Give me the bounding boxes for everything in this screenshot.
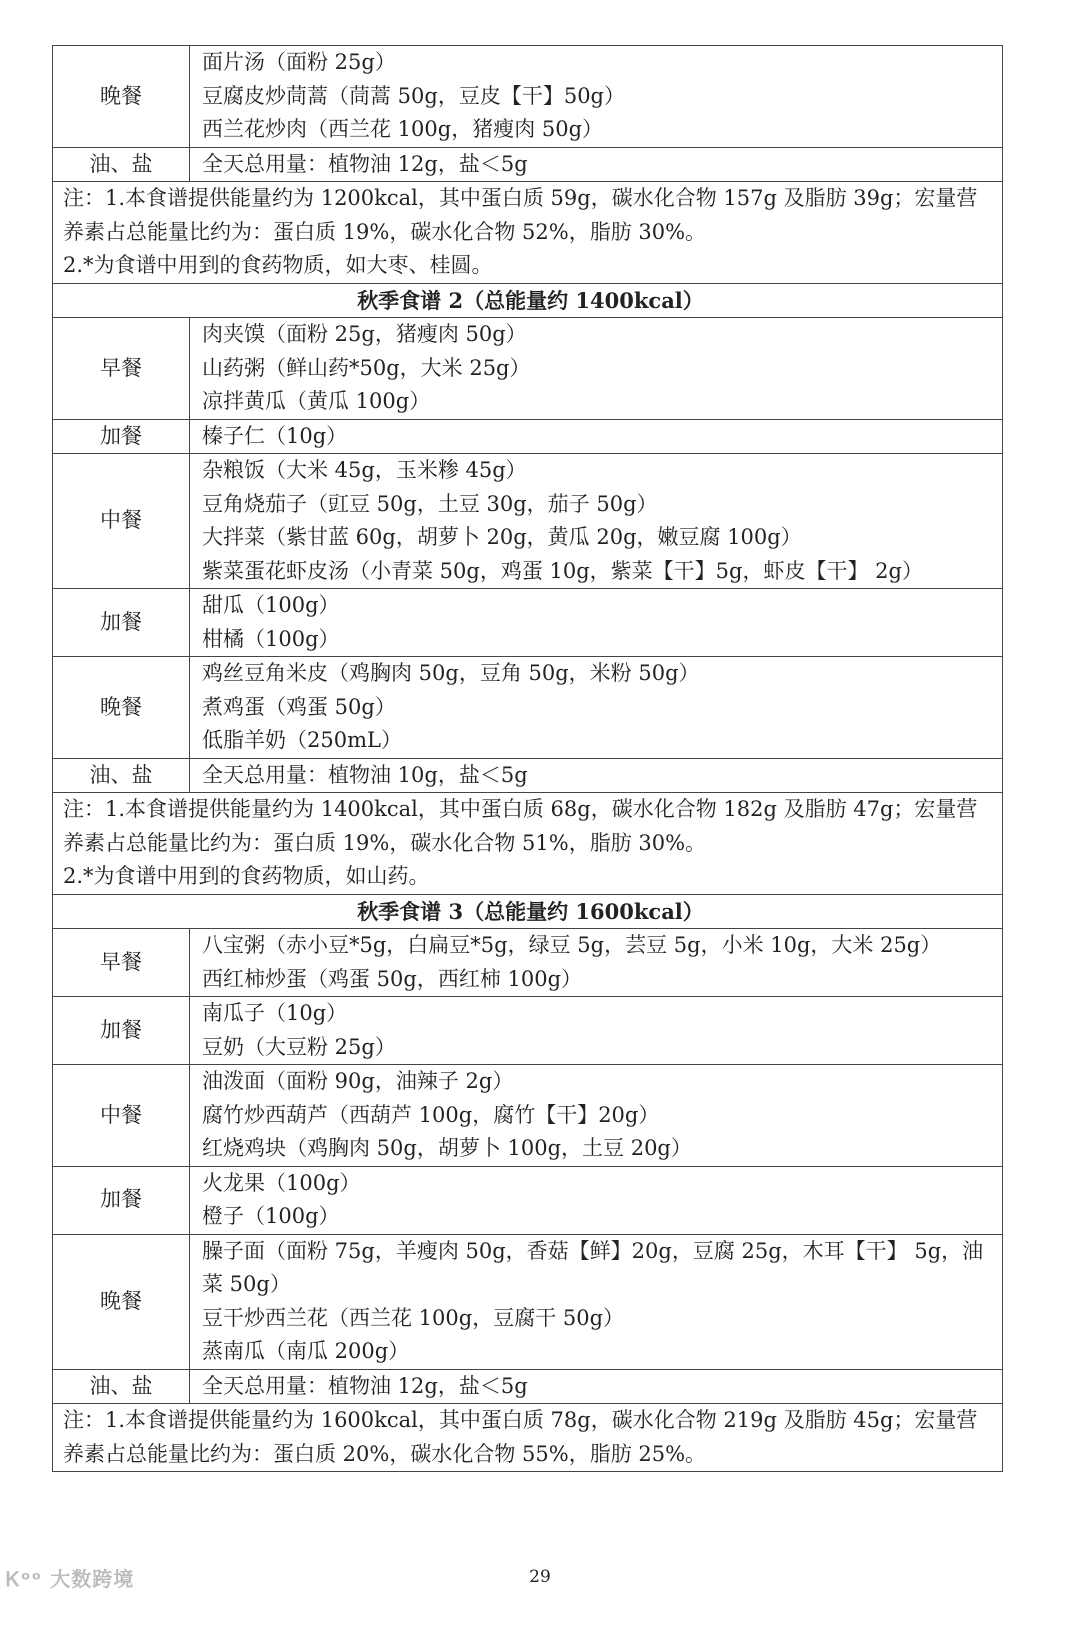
meal-items <box>190 1065 1003 1167</box>
meal-item: 全天总用量：植物油 12g，盐＜5g <box>202 151 528 176</box>
meal-label: 油、盐 <box>53 758 190 793</box>
meal-row <box>53 318 1003 420</box>
watermark-text: 大数跨境 <box>50 1567 135 1591</box>
meal-item: 臊子面（面粉 75g，羊瘦肉 50g，香菇【鲜】20g，豆腐 25g，木耳【干】 5g，油菜 50g） <box>202 1238 984 1296</box>
meal-label: 加餐 <box>53 589 190 657</box>
meal-item: 全天总用量：植物油 10g，盐＜5g <box>202 762 528 787</box>
meal-item: 红烧鸡块（鸡胸肉 50g，胡萝卜 100g，土豆 20g） <box>202 1136 692 1160</box>
meal-item: 豆奶（大豆粉 25g） <box>202 1034 396 1059</box>
meal-item: 凉拌黄瓜（黄瓜 100g） <box>202 389 431 413</box>
recipe-table <box>52 45 1003 1472</box>
meal-label: 加餐 <box>53 419 190 454</box>
meal-items <box>190 46 1003 148</box>
meal-label: 中餐 <box>53 454 190 589</box>
meal-item: 甜瓜（100g） <box>202 593 340 617</box>
meal-item: 肉夹馍（面粉 25g，猪瘦肉 50g） <box>202 322 527 346</box>
meal-row <box>53 147 1003 182</box>
meal-item: 榛子仁（10g） <box>202 423 348 448</box>
watermark-logo: Ꮶᵒᵒ 大数跨境 <box>6 1567 135 1591</box>
nutrition-note <box>53 1404 1003 1472</box>
note-row <box>53 793 1003 895</box>
note-line: 2.*为食谱中用到的食药物质，如大枣、桂圆。 <box>63 253 493 277</box>
page-number: 29 <box>529 1567 551 1587</box>
meal-item: 南瓜子（10g） <box>202 1001 348 1025</box>
recipe-heading-row <box>53 894 1003 929</box>
meal-items <box>190 758 1003 793</box>
meal-item: 鸡丝豆角米皮（鸡胸肉 50g，豆角 50g，米粉 50g） <box>202 661 700 685</box>
meal-item: 豆干炒西兰花（西兰花 100g，豆腐干 50g） <box>202 1305 625 1330</box>
meal-items <box>190 589 1003 657</box>
meal-label: 晚餐 <box>53 1234 190 1369</box>
note-line: 注：1.本食谱提供能量约为 1200kcal，其中蛋白质 59g，碳水化合物 157g 及脂肪 39g；宏量营养素占总能量比约为：蛋白质 19%，碳水化合物 52%，脂肪 30%。 <box>63 186 978 244</box>
meal-row <box>53 419 1003 454</box>
meal-item: 蒸南瓜（南瓜 200g） <box>202 1339 410 1363</box>
meal-item: 西红柿炒蛋（鸡蛋 50g，西红柿 100g） <box>202 966 583 991</box>
meal-label: 中餐 <box>53 1065 190 1167</box>
meal-items <box>190 1166 1003 1234</box>
meal-label: 加餐 <box>53 1166 190 1234</box>
meal-items <box>190 929 1003 997</box>
meal-row <box>53 589 1003 657</box>
meal-item: 油泼面（面粉 90g，油辣子 2g） <box>202 1069 514 1093</box>
meal-row <box>53 929 1003 997</box>
note-line: 注：1.本食谱提供能量约为 1400kcal，其中蛋白质 68g，碳水化合物 182g 及脂肪 47g；宏量营养素占总能量比约为：蛋白质 19%，碳水化合物 51%，脂肪 30%。 <box>63 797 978 855</box>
meal-label: 油、盐 <box>53 147 190 182</box>
meal-items <box>190 1234 1003 1369</box>
meal-item: 柑橘（100g） <box>202 626 340 651</box>
meal-item: 山药粥（鲜山药*50g，大米 25g） <box>202 355 531 380</box>
meal-label: 油、盐 <box>53 1369 190 1404</box>
meal-item: 低脂羊奶（250mL） <box>202 728 402 752</box>
meal-item: 紫菜蛋花虾皮汤（小青菜 50g，鸡蛋 10g，紫菜【干】5g，虾皮【干】 2g） <box>202 558 923 583</box>
nutrition-note <box>53 793 1003 895</box>
note-line: 注：1.本食谱提供能量约为 1600kcal，其中蛋白质 78g，碳水化合物 219g 及脂肪 45g；宏量营养素占总能量比约为：蛋白质 20%，碳水化合物 55%，脂肪 25%。 <box>63 1408 978 1466</box>
meal-items <box>190 419 1003 454</box>
meal-item: 面片汤（面粉 25g） <box>202 50 396 74</box>
meal-row <box>53 1234 1003 1369</box>
meal-label: 早餐 <box>53 318 190 420</box>
nutrition-note <box>53 182 1003 284</box>
meal-label: 晚餐 <box>53 657 190 759</box>
meal-item: 豆角烧茄子（豇豆 50g，土豆 30g，茄子 50g） <box>202 491 658 516</box>
recipe-title: 秋季食谱 2（总能量约 1400kcal） <box>53 283 1003 318</box>
meal-item: 杂粮饭（大米 45g，玉米糁 45g） <box>202 458 527 482</box>
meal-items <box>190 147 1003 182</box>
meal-item: 橙子（100g） <box>202 1204 340 1228</box>
meal-items <box>190 318 1003 420</box>
meal-item: 全天总用量：植物油 12g，盐＜5g <box>202 1373 528 1398</box>
meal-row <box>53 758 1003 793</box>
recipe-heading-row <box>53 283 1003 318</box>
meal-items <box>190 997 1003 1065</box>
meal-items <box>190 454 1003 589</box>
meal-row <box>53 454 1003 589</box>
meal-row <box>53 657 1003 759</box>
meal-row <box>53 1369 1003 1404</box>
note-row <box>53 1404 1003 1472</box>
meal-item: 火龙果（100g） <box>202 1170 361 1195</box>
meal-item: 腐竹炒西葫芦（西葫芦 100g，腐竹【干】20g） <box>202 1102 660 1127</box>
meal-label: 早餐 <box>53 929 190 997</box>
meal-row <box>53 1065 1003 1167</box>
meal-label: 加餐 <box>53 997 190 1065</box>
meal-row <box>53 1166 1003 1234</box>
note-line: 2.*为食谱中用到的食药物质，如山药。 <box>63 864 430 888</box>
meal-items <box>190 657 1003 759</box>
meal-item: 大拌菜（紫甘蓝 60g，胡萝卜 20g，黄瓜 20g，嫩豆腐 100g） <box>202 525 802 549</box>
meal-items <box>190 1369 1003 1404</box>
meal-item: 煮鸡蛋（鸡蛋 50g） <box>202 694 396 719</box>
note-row <box>53 182 1003 284</box>
meal-item: 西兰花炒肉（西兰花 100g，猪瘦肉 50g） <box>202 117 604 141</box>
meal-item: 八宝粥（赤小豆*5g，白扁豆*5g，绿豆 5g，芸豆 5g，小米 10g，大米 25g） <box>202 933 942 957</box>
meal-row <box>53 46 1003 148</box>
meal-item: 豆腐皮炒茼蒿（茼蒿 50g，豆皮【干】50g） <box>202 83 626 108</box>
meal-row <box>53 997 1003 1065</box>
recipe-title: 秋季食谱 3（总能量约 1600kcal） <box>53 894 1003 929</box>
meal-label: 晚餐 <box>53 46 190 148</box>
